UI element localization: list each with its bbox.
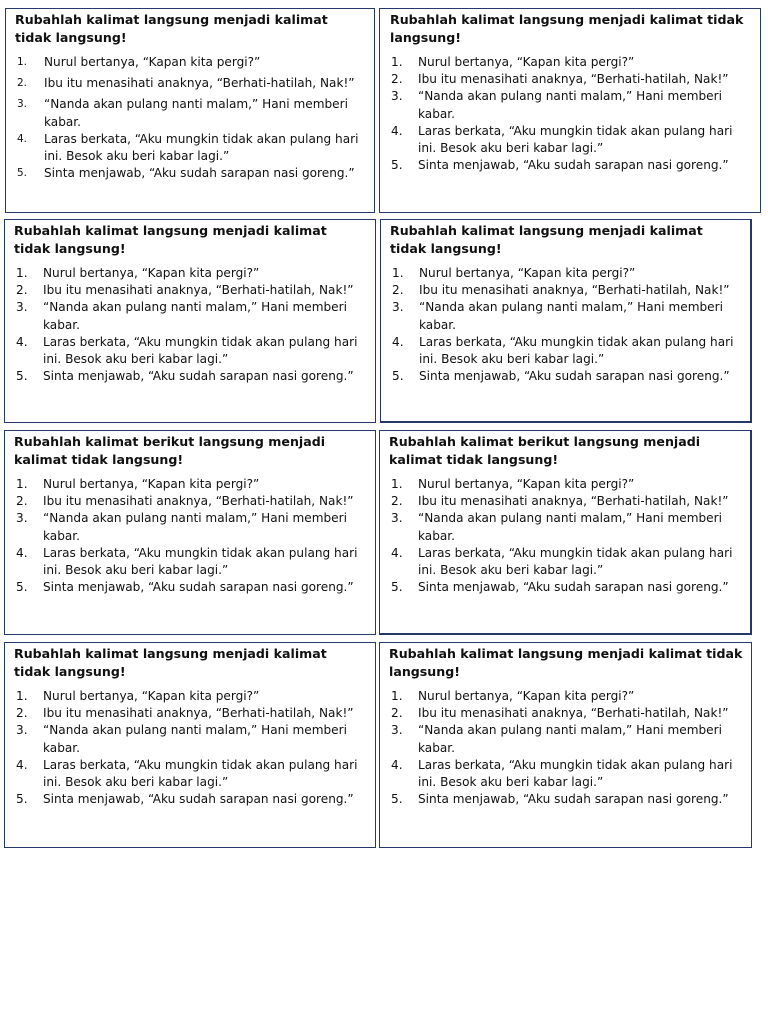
question-item [16,282,367,299]
question-item [391,157,752,174]
question-number: 4. [391,123,403,138]
card-title: Rubahlah kalimat berikut langsung menjadi kalimat tidak langsung! [389,434,701,467]
question-text: “Nanda akan pulang nanti malam,” Hani memberi kabar. [43,511,347,543]
question-item [16,476,367,493]
card-title: Rubahlah kalimat langsung menjadi kalimat tidak langsung! [14,223,327,256]
question-number: 4. [17,132,28,145]
question-item [392,299,742,333]
question-number: 5. [16,369,28,384]
question-item [391,54,752,71]
question-text: Laras berkata, “Aku mungkin tidak akan pulang hari ini. Besok aku beri kabar lagi.” [43,757,358,790]
question-item [16,510,367,544]
question-text: Nurul bertanya, “Kapan kita pergi?” [418,689,635,703]
question-number: 5. [16,580,28,595]
question-text: Ibu itu menasihati anaknya, “Berhati-hatilah, Nak!” [418,706,729,721]
question-text: Laras berkata, “Aku mungkin tidak akan pulang hari ini. Besok aku beri kabar lagi.” [418,757,733,790]
worksheet-card [4,642,376,848]
question-number: 1. [391,689,403,703]
question-text: “Nanda akan pulang nanti malam,” Hani memberi kabar. [418,723,722,755]
question-number: 3. [391,511,403,526]
question-item [391,510,742,544]
card-title: Rubahlah kalimat langsung menjadi kalimat tidak langsung! [390,223,703,256]
question-text: Nurul bertanya, “Kapan kita pergi?” [43,689,260,703]
question-item [391,757,743,791]
question-number: 2. [16,283,28,298]
question-item [16,265,367,282]
question-text: Sinta menjawab, “Aku sudah sarapan nasi goreng.” [418,580,729,595]
question-text: “Nanda akan pulang nanti malam,” Hani memberi kabar. [44,97,348,129]
question-item [16,493,367,510]
question-item [17,165,366,182]
worksheet-card [5,8,375,213]
question-item [16,334,367,368]
card-title: Rubahlah kalimat berikut langsung menjadi kalimat tidak langsung! [14,434,326,467]
question-text: Laras berkata, “Aku mungkin tidak akan pulang hari ini. Besok aku beri kabar lagi.” [43,334,358,367]
question-item [17,96,366,130]
question-item [16,545,367,579]
question-item [17,54,366,71]
question-text: “Nanda akan pulang nanti malam,” Hani memberi kabar. [43,300,347,332]
question-number: 4. [16,757,28,772]
question-number: 1. [16,477,28,491]
question-text: Sinta menjawab, “Aku sudah sarapan nasi goreng.” [419,369,730,384]
question-list [391,476,742,596]
question-text: Ibu itu menasihati anaknya, “Berhati-hatilah, Nak!” [43,706,354,721]
question-item [16,368,367,385]
question-number: 1. [17,56,28,68]
question-item [16,299,367,333]
question-number: 5. [392,369,404,384]
question-item [392,265,742,282]
question-number: 5. [391,158,403,173]
card-title: Rubahlah kalimat langsung menjadi kalimat tidak langsung! [389,646,743,679]
question-text: Laras berkata, “Aku mungkin tidak akan pulang hari ini. Besok aku beri kabar lagi.” [44,131,359,164]
question-item [17,75,366,92]
question-item [391,88,752,122]
question-text: Sinta menjawab, “Aku sudah sarapan nasi goreng.” [43,792,354,807]
question-text: Sinta menjawab, “Aku sudah sarapan nasi goreng.” [418,158,729,173]
question-text: Laras berkata, “Aku mungkin tidak akan pulang hari ini. Besok aku beri kabar lagi.” [43,545,358,578]
question-item [391,705,743,722]
question-text: Ibu itu menasihati anaknya, “Berhati-hatilah, Nak!” [43,494,354,509]
question-number: 5. [16,792,28,807]
question-text: Ibu itu menasihati anaknya, “Berhati-hatilah, Nak!” [43,283,354,298]
question-list [391,688,743,808]
question-number: 4. [391,545,403,560]
question-item [391,722,743,756]
question-text: Ibu itu menasihati anaknya, “Berhati-hatilah, Nak!” [418,494,729,509]
question-item [16,705,367,722]
question-item [16,688,367,705]
question-number: 4. [16,334,28,349]
question-text: Sinta menjawab, “Aku sudah sarapan nasi goreng.” [43,369,354,384]
question-number: 3. [16,511,28,526]
question-text: Nurul bertanya, “Kapan kita pergi?” [418,55,635,69]
worksheet-card [379,642,752,848]
question-list [391,54,752,174]
question-number: 5. [17,167,28,180]
question-number: 2. [16,494,28,509]
question-number: 1. [16,689,28,703]
question-text: Nurul bertanya, “Kapan kita pergi?” [418,477,635,491]
question-item [392,282,742,299]
question-item [392,368,742,385]
question-number: 4. [392,334,404,349]
question-text: “Nanda akan pulang nanti malam,” Hani memberi kabar. [419,300,723,332]
question-text: Nurul bertanya, “Kapan kita pergi?” [43,477,260,491]
question-text: Nurul bertanya, “Kapan kita pergi?” [43,266,260,280]
question-number: 1. [391,55,403,69]
question-text: Ibu itu menasihati anaknya, “Berhati-hatilah, Nak!” [418,72,729,87]
question-item [16,757,367,791]
question-item [17,131,366,165]
card-title: Rubahlah kalimat langsung menjadi kalimat tidak langsung! [390,12,744,45]
question-item [391,688,743,705]
worksheet-card [379,8,761,213]
question-number: 5. [391,792,403,807]
question-text: Nurul bertanya, “Kapan kita pergi?” [419,266,636,280]
question-item [391,123,752,157]
question-item [16,722,367,756]
question-number: 2. [391,706,403,721]
question-number: 2. [391,494,403,509]
question-text: Ibu itu menasihati anaknya, “Berhati-hatilah, Nak!” [44,76,355,91]
card-title: Rubahlah kalimat langsung menjadi kalimat tidak langsung! [15,12,328,45]
question-item [391,71,752,88]
question-text: Laras berkata, “Aku mungkin tidak akan pulang hari ini. Besok aku beri kabar lagi.” [418,545,733,578]
question-number: 3. [392,300,404,315]
question-number: 2. [391,72,403,87]
question-list [16,476,367,596]
question-number: 3. [17,98,28,111]
question-text: Laras berkata, “Aku mungkin tidak akan pulang hari ini. Besok aku beri kabar lagi.” [418,123,733,156]
worksheet-card [4,219,376,423]
question-number: 4. [16,545,28,560]
question-item [391,493,742,510]
question-text: Sinta menjawab, “Aku sudah sarapan nasi goreng.” [418,792,729,807]
question-number: 5. [391,580,403,595]
question-number: 3. [391,723,403,738]
worksheet-card [380,219,752,423]
question-item [391,791,743,808]
question-item [392,334,742,368]
question-number: 3. [16,300,28,315]
question-number: 2. [16,706,28,721]
question-text: Sinta menjawab, “Aku sudah sarapan nasi goreng.” [43,580,354,595]
question-text: “Nanda akan pulang nanti malam,” Hani memberi kabar. [43,723,347,755]
question-item [391,476,742,493]
question-item [16,791,367,808]
question-item [391,545,742,579]
question-item [16,579,367,596]
worksheet-card [4,430,376,635]
question-item [391,579,742,596]
question-list [392,265,742,385]
question-number: 2. [17,77,28,90]
question-text: “Nanda akan pulang nanti malam,” Hani memberi kabar. [418,511,722,543]
card-title: Rubahlah kalimat langsung menjadi kalimat tidak langsung! [14,646,327,679]
question-number: 1. [16,266,28,280]
worksheet-card [379,430,752,635]
question-number: 3. [391,89,403,104]
question-list [17,54,366,182]
question-number: 3. [16,723,28,738]
question-number: 1. [391,477,403,491]
question-text: Sinta menjawab, “Aku sudah sarapan nasi goreng.” [44,166,355,181]
question-text: “Nanda akan pulang nanti malam,” Hani memberi kabar. [418,89,722,121]
question-text: Ibu itu menasihati anaknya, “Berhati-hatilah, Nak!” [419,283,730,298]
question-list [16,688,367,808]
question-number: 1. [392,266,404,280]
question-text: Nurul bertanya, “Kapan kita pergi?” [44,55,261,69]
question-list [16,265,367,385]
question-number: 2. [392,283,404,298]
question-number: 4. [391,757,403,772]
question-text: Laras berkata, “Aku mungkin tidak akan pulang hari ini. Besok aku beri kabar lagi.” [419,334,734,367]
